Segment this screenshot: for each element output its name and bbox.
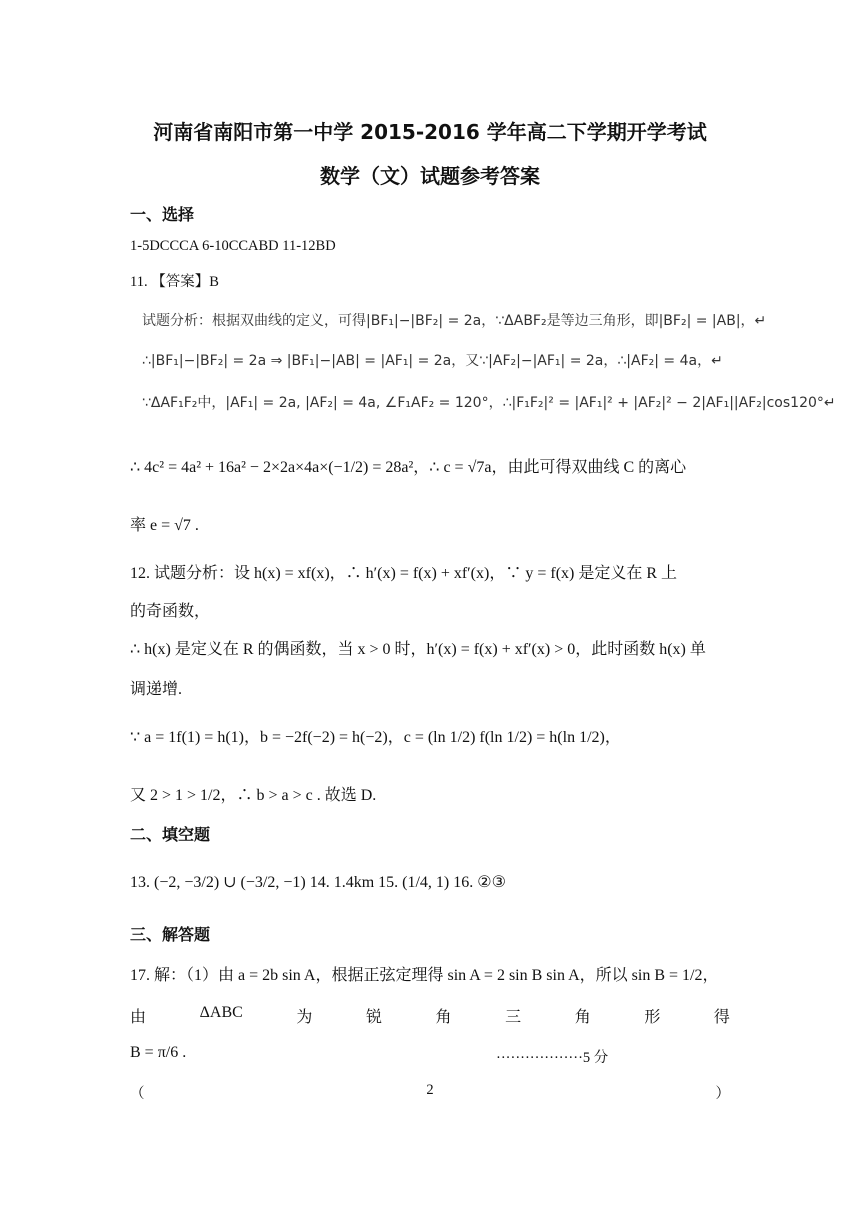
page-title: 河南省南阳市第一中学 2015-2016 学年高二下学期开学考试 [153, 120, 707, 144]
page-subtitle: 数学（文）试题参考答案 [320, 164, 540, 188]
q17-word: 角 [574, 1009, 591, 1026]
fill-answers: 13. (−2, −3/2) ∪ (−3/2, −1) 14. 1.4km 15. (1/4, 1) 16. ②③ [130, 874, 506, 891]
section-heading-choice: 一、选择 [130, 205, 195, 224]
q11-equation-line: ∴ 4c² = 4a² + 16a² − 2×2a×4a×(−1/2) = 28a²，∴ c = √7a，由此可得双曲线 C 的离心 [130, 459, 687, 476]
q17-line-1: 17. 解：（1）由 a = 2b sin A，根据正弦定理得 sin A = 2 sin B sin A，所以 sin B = 1/2， [130, 967, 719, 984]
section-heading-fill: 二、填空题 [130, 825, 211, 844]
q17-word: 由 [130, 1009, 147, 1026]
page-footer [130, 1082, 730, 1103]
section-heading-solve: 三、解答题 [130, 925, 211, 944]
q17-word: 得 [713, 1009, 730, 1026]
q12-line-4: 调递增. [130, 681, 183, 698]
q11-scan-line-3: ∵ΔAF₁F₂中，|AF₁| = 2a, |AF₂| = 4a, ∠F₁AF₂ = 120°，∴|F₁F₂|² = |AF₁|² + |AF₂|² − 2|AF₁||AF₂|cos120°↵ [142, 395, 836, 411]
q11-scanned-solution [138, 300, 836, 420]
q12-conclusion: 又 2 > 1 > 1/2，∴ b > a > c . 故选 D. [130, 787, 377, 804]
choice-answers: 1-5DCCCA 6-10CCABD 11-12BD [130, 238, 336, 254]
q17-word: 三 [505, 1009, 522, 1026]
q12-line-5: ∵ a = 1f(1) = h(1)，b = −2f(−2) = h(−2)，c = (ln 1/2) f(ln 1/2) = h(ln 1/2)， [130, 729, 621, 746]
q11-answer-label: 11. 【答案】B [130, 274, 219, 290]
page-number: 2 [426, 1082, 434, 1098]
footer-left-paren: （ [130, 1086, 145, 1102]
q17-word: 为 [296, 1009, 313, 1026]
q17-word: 角 [435, 1009, 452, 1026]
q11-scan-line-1: 试题分析：根据双曲线的定义，可得|BF₁|−|BF₂| = 2a，∵ΔABF₂是等边三角形，即|BF₂| = |AB|，↵ [142, 313, 767, 329]
q17-word: ΔABC [199, 1004, 243, 1021]
q11-scan-line-2: ∴|BF₁|−|BF₂| = 2a ⇒ |BF₁|−|AB| = |AF₁| = 2a，又∵|AF₂|−|AF₁| = 2a，∴|AF₂| = 4a，↵ [142, 353, 723, 369]
q17-word: 锐 [365, 1009, 382, 1026]
q17-justified-line [130, 1004, 730, 1027]
q11-eccentricity: 率 e = √7 . [130, 517, 199, 534]
q12-line-1: 12. 试题分析：设 h(x) = xf(x)，∴ h′(x) = f(x) + xf′(x)，∵ y = f(x) 是定义在 R 上 [130, 565, 678, 582]
q17-line-3: B = π/6 . [130, 1044, 187, 1061]
q12-line-3: ∴ h(x) 是定义在 R 的偶函数，当 x > 0 时，h′(x) = f(x) + xf′(x) > 0，此时函数 h(x) 单 [130, 641, 706, 658]
q17-score: ··················5 分 [496, 1050, 609, 1066]
footer-right-paren: ） [715, 1086, 730, 1102]
q12-line-2: 的奇函数， [130, 603, 211, 620]
q17-word: 形 [644, 1009, 661, 1026]
